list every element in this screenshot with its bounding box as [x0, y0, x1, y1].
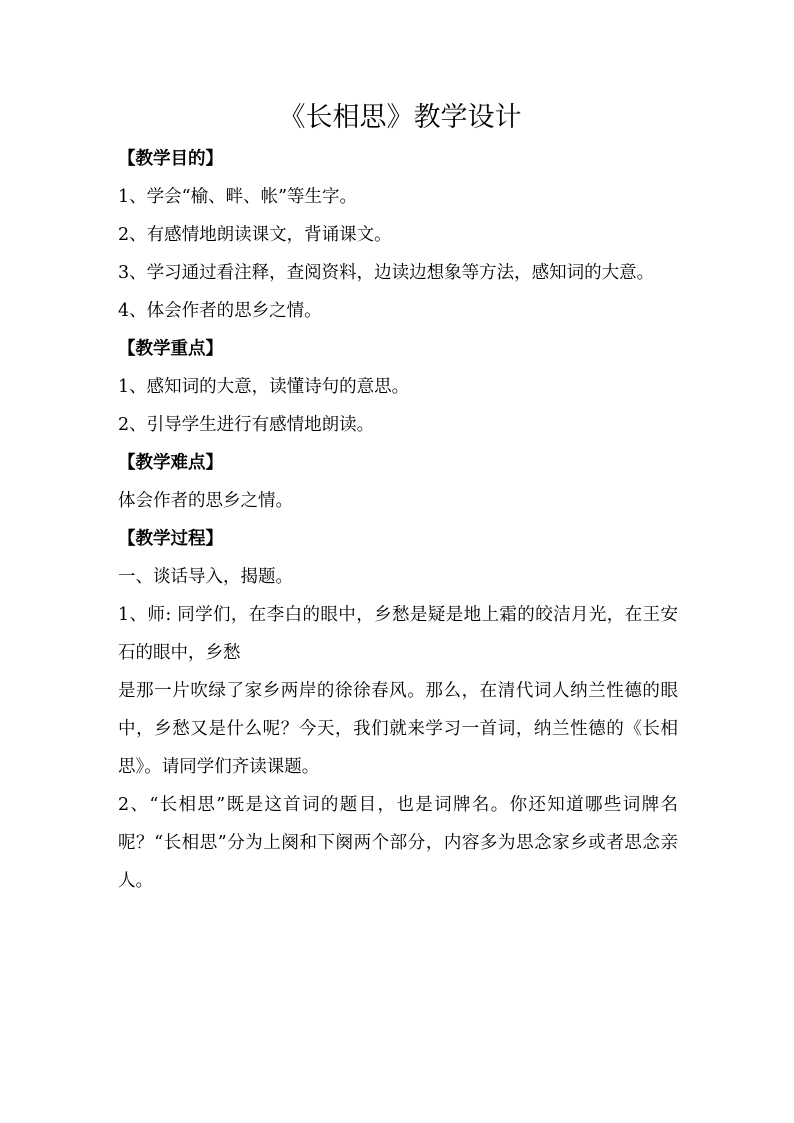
difficulty-item-1: 体会作者的思乡之情。	[118, 491, 293, 511]
process-paragraph-1: 1、师: 同学们，在李白的眼中，乡愁是疑是地上霜的皎洁月光，在王安石的眼中，乡愁	[118, 605, 678, 663]
objective-item-2: 2、有感情地朗读课文，背诵课文。	[118, 225, 392, 245]
objective-item-3: 3、学习通过看注释，查阅资料，边读边想象等方法，感知词的大意。	[118, 263, 655, 283]
process-step-heading: 一、谈话导入，揭题。	[118, 567, 293, 587]
section-heading-key-points: 【教学重点】	[118, 339, 223, 359]
key-point-item-1: 1、感知词的大意，读懂诗句的意思。	[118, 377, 410, 397]
objective-item-4: 4、体会作者的思乡之情。	[118, 301, 322, 321]
section-heading-process: 【教学过程】	[118, 529, 223, 549]
section-difficulties	[118, 444, 678, 520]
section-key-points	[118, 330, 678, 444]
section-process	[118, 520, 678, 900]
key-point-item-2: 2、引导学生进行有感情地朗读。	[118, 415, 375, 435]
section-objectives	[118, 140, 678, 330]
objective-item-1: 1、学会“榆、畔、帐”等生字。	[118, 187, 358, 207]
section-heading-difficulties: 【教学难点】	[118, 453, 223, 473]
process-paragraph-1-continued: 是那一片吹绿了家乡两岸的徐徐春风。那么，在清代词人纳兰性德的眼中，乡愁又是什么呢？今天，我们就来学习一首词，纳兰性德的《长相思》。请同学们齐读课题。	[118, 681, 678, 777]
document-title: 《长相思》教学设计	[278, 102, 522, 133]
section-heading-objectives: 【教学目的】	[118, 149, 223, 169]
process-paragraph-2: 2、“长相思”既是这首词的题目，也是词牌名。你还知道哪些词牌名呢？“长相思”分为上阕和下阕两个部分，内容多为思念家乡或者思念亲人。	[118, 795, 678, 891]
document-page	[118, 96, 678, 900]
